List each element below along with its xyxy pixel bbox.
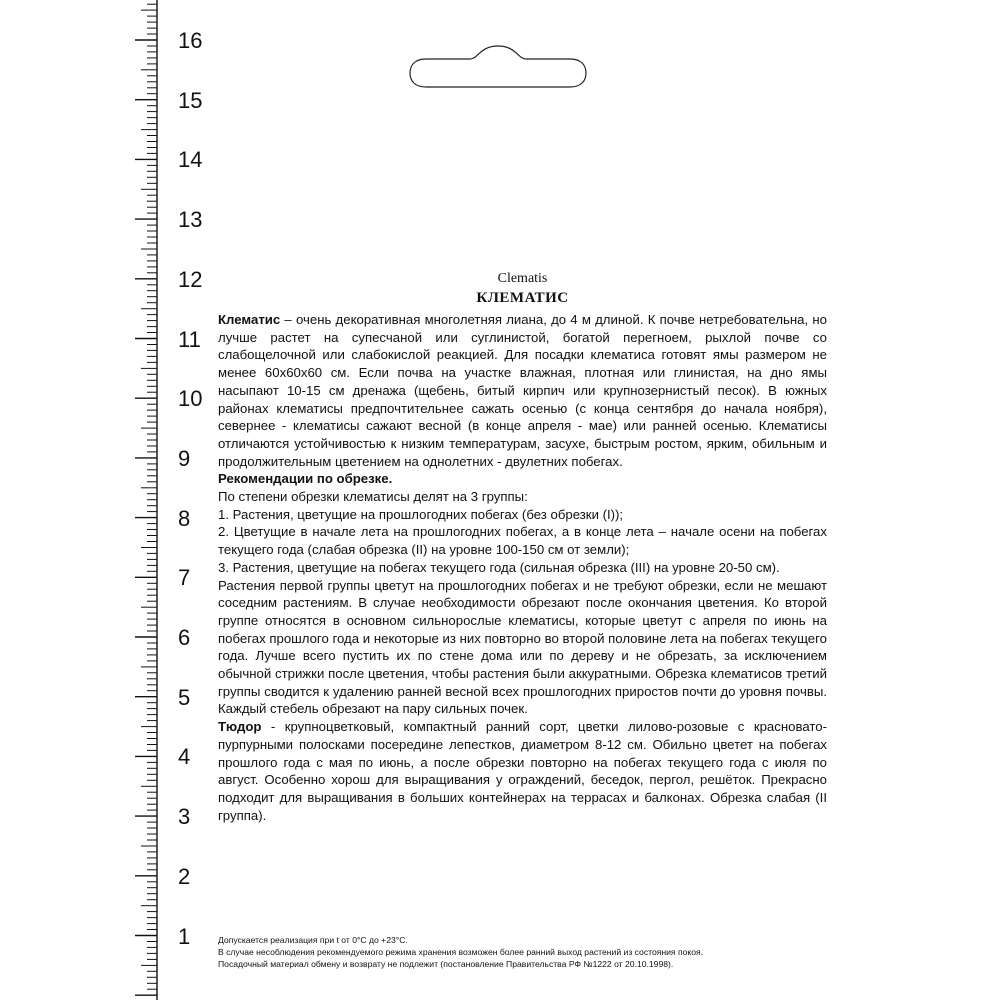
pruning-group-1: 1. Растения, цветущие на прошлогодних побегах (без обрезки (I)); bbox=[218, 506, 624, 522]
ruler-label: 6 bbox=[178, 625, 191, 650]
footer-line-return-policy: Посадочный материал обмену и возврату не подлежит (постановление Правительства РФ №1222 от 20.10.1998). bbox=[218, 959, 674, 969]
footer-notes bbox=[218, 934, 828, 970]
ruler-label: 15 bbox=[178, 87, 203, 113]
ruler-label: 11 bbox=[178, 326, 201, 352]
intro-text: – очень декоративная многолетняя лиана, до 4 м длиной. К почве нетребовательна, но лучше растет на супесчаной или суглинистой, богатой перегноем, рыхлой почве со слабощелочной или слабокислой реакцией. Для посадки клематиса готовят ямы размером не менее 60х60х60 см. Если почва на участке влажная, плотная или глинистая, на дно ямы насыпают 10-15 см дренажа (щебень, битый кирпич или крупнозернистый песок). В южных районах клематисы предпочтительнее сажать осенью (с конца сентября до начала ноября), севернее - клематисы сажают весной (в конце апреля - мае) или ранней осенью. Клематисы отличаются устойчивостью к низким температурам, засухе, быстрым ростом, ярким, обильным и продолжительным цветением на однолетних - двулетних побегах. bbox=[218, 312, 827, 469]
product-description bbox=[218, 270, 827, 824]
intro-term: Клематис bbox=[218, 312, 281, 327]
pruning-intro: По степени обрезки клематисы делят на 3 группы: bbox=[218, 489, 528, 505]
ruler-label: 1 bbox=[178, 923, 191, 949]
pruning-details: Растения первой группы цветут на прошлогодних побегах и не требуют обрезки, если не мешают соседним растениям. В случае необходимости обрезают после окончания цветения. Ко второй группе относятся в основном сильнорослые клематисы, которые цветут с апреля по июнь на побегах прошлого года и некоторые из них повторно во второй половине лета на побегах текущего года. Лучше всего пустить их по стене дома или по дереву и не обрезать, за исключением обычной стрижки после цветения, чтобы растения были аккуратными. Обрезка клематисов третий группы сводится к удалению ранней весной всех прошлогодних приростов почти до уровня почвы. Каждый стебель обрезают на пару сильных почек. bbox=[218, 577, 827, 717]
ruler-label: 16 bbox=[178, 28, 203, 53]
footer-line-storage: Допускается реализация при t от 0°С до +23°С. bbox=[218, 935, 408, 945]
pruning-heading: Рекомендации по обрезке. bbox=[218, 471, 393, 487]
ruler-label: 10 bbox=[178, 386, 203, 412]
pruning-group-3: 3. Растения, цветущие на побегах текущего года (сильная обрезка (III) на уровне 20-50 см). bbox=[218, 559, 780, 575]
ruler bbox=[0, 0, 215, 1000]
ruler-label: 14 bbox=[178, 147, 203, 173]
ruler-label: 7 bbox=[178, 565, 191, 591]
ruler-label: 13 bbox=[178, 207, 203, 233]
russian-name: КЛЕМАТИС bbox=[476, 290, 569, 306]
ruler-label: 2 bbox=[178, 863, 191, 889]
pruning-group-2: 2. Цветущие в начале лета на прошлогодних побегах, а в конце лета – начале осени на побегах текущего года (слабая обрезка (II) на уровне 100-150 см от земли); bbox=[218, 524, 827, 558]
ruler-label: 8 bbox=[178, 505, 191, 531]
ruler-label: 9 bbox=[178, 445, 191, 471]
footer-line-dormancy: В случае несоблюдения рекомендуемого режима хранения возможен более ранний выход растений из состояния покоя. bbox=[218, 947, 704, 957]
latin-name: Clematis bbox=[497, 271, 548, 286]
hang-tab-outline bbox=[408, 42, 588, 92]
ruler-label: 4 bbox=[178, 744, 191, 770]
ruler-label: 3 bbox=[178, 804, 191, 830]
variety-paragraph bbox=[218, 718, 827, 824]
ruler-label: 12 bbox=[178, 266, 203, 292]
ruler-label: 5 bbox=[178, 684, 191, 710]
variety-term: Тюдор bbox=[218, 719, 262, 735]
intro-paragraph bbox=[218, 311, 827, 470]
variety-text: - крупноцветковый, компактный ранний сорт, цветки лилово-розовые с красновато-пурпурными полосками посередине лепестков, диаметром 8-12 см. Обильно цветет на побегах прошлого года с мая по июнь, а после обрезки повторно на побегах текущего года с июля по август. Особенно хорош для выращивания у ограждений, беседок, пергол, решёток. Прекрасно подходит для выращивания в больших контейнерах на террасах и балконах. Обрезка слабая (II группа). bbox=[218, 719, 827, 823]
